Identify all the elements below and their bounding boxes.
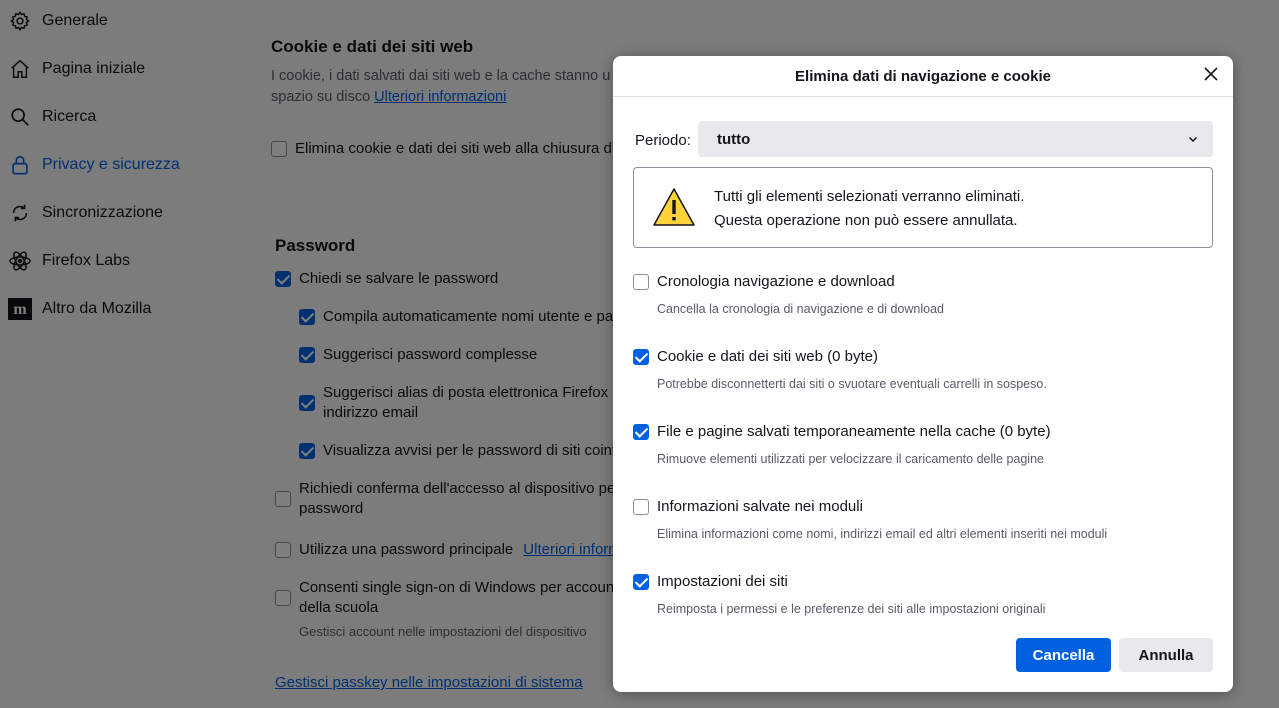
warning-box bbox=[633, 167, 1213, 248]
site-settings-label: Impostazioni dei siti bbox=[657, 573, 788, 590]
period-label: Periodo: bbox=[635, 132, 691, 149]
cookies-description: Potrebbe disconnetterti dai siti o svuotare eventuali carrelli in sospeso. bbox=[657, 377, 1047, 391]
forms-label: Informazioni salvate nei moduli bbox=[657, 498, 863, 515]
site-settings-checkbox[interactable] bbox=[633, 574, 649, 590]
period-value: tutto bbox=[717, 130, 751, 148]
forms-description: Elimina informazioni come nomi, indirizzi email ed altri elementi inseriti nei moduli bbox=[657, 527, 1108, 541]
close-icon bbox=[1204, 67, 1218, 85]
warning-line-2: Questa operazione non può essere annullata. bbox=[714, 212, 1018, 229]
history-description: Cancella la cronologia di navigazione e di download bbox=[657, 302, 944, 316]
chevron-down-icon bbox=[1187, 132, 1199, 149]
clear-data-dialog bbox=[613, 56, 1233, 692]
cookies-label: Cookie e dati dei siti web (0 byte) bbox=[657, 348, 878, 365]
site-settings-description: Reimposta i permessi e le preferenze dei siti alle impostazioni originali bbox=[657, 602, 1046, 616]
forms-checkbox[interactable] bbox=[633, 499, 649, 515]
cache-description: Rimuove elementi utilizzati per velocizzare il caricamento delle pagine bbox=[657, 452, 1044, 466]
dialog-title: Elimina dati di navigazione e cookie bbox=[613, 56, 1233, 97]
period-select[interactable] bbox=[698, 121, 1213, 157]
cookies-checkbox[interactable] bbox=[633, 349, 649, 365]
history-checkbox[interactable] bbox=[633, 274, 649, 290]
warning-line-1: Tutti gli elementi selezionati verranno eliminati. bbox=[714, 188, 1025, 205]
cancel-button[interactable]: Annulla bbox=[1119, 638, 1213, 672]
history-label: Cronologia navigazione e download bbox=[657, 273, 895, 290]
clear-button[interactable]: Cancella bbox=[1016, 638, 1111, 672]
close-button[interactable] bbox=[1199, 64, 1223, 88]
cache-checkbox[interactable] bbox=[633, 424, 649, 440]
warning-icon bbox=[652, 187, 696, 231]
cache-label: File e pagine salvati temporaneamente nella cache (0 byte) bbox=[657, 423, 1051, 440]
